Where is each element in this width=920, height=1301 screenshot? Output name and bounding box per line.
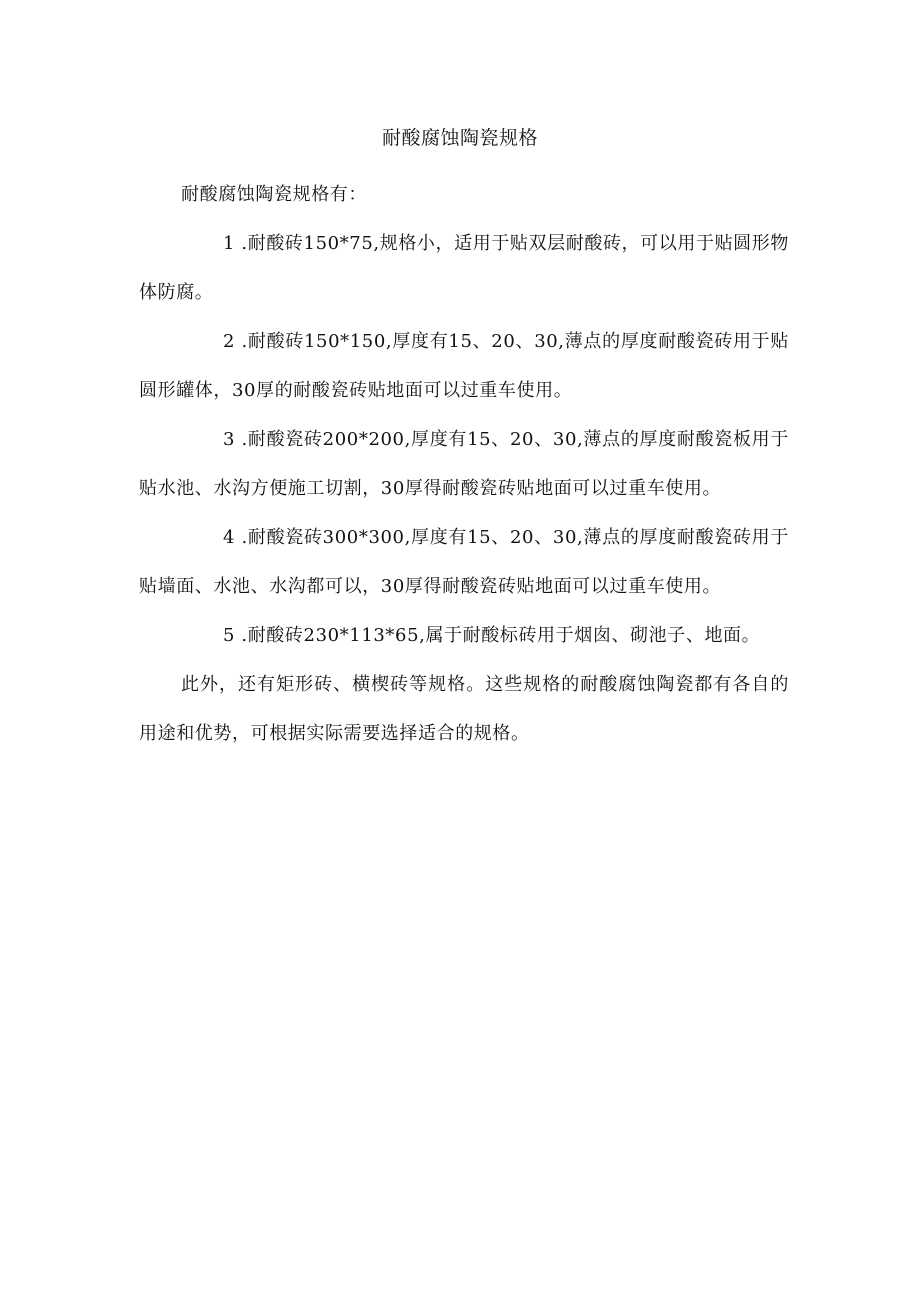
list-item-number: 4 <box>223 527 236 548</box>
list-item-1 <box>139 219 789 317</box>
list-item-text: .耐酸砖150*75,规格小，适用于贴双层耐酸砖，可以用于贴圆形物体防腐。 <box>139 233 789 303</box>
list-item-2 <box>139 317 789 415</box>
document-title: 耐酸腐蚀陶瓷规格 <box>381 127 538 149</box>
list-item-text: .耐酸瓷砖200*200,厚度有15、20、30,薄点的厚度耐酸瓷板用于贴水池、水沟方便施工切割，30厚得耐酸瓷砖贴地面可以过重车使用。 <box>139 429 789 499</box>
list-item-4 <box>139 513 789 611</box>
list-item-5 <box>139 611 789 660</box>
list-item-number: 2 <box>223 331 236 352</box>
document-body <box>139 170 789 758</box>
intro-paragraph: 耐酸腐蚀陶瓷规格有： <box>181 184 367 205</box>
conclusion-paragraph: 此外，还有矩形砖、横楔砖等规格。这些规格的耐酸腐蚀陶瓷都有各自的用途和优势，可根据实际需要选择适合的规格。 <box>139 674 789 744</box>
list-item-text: .耐酸瓷砖300*300,厚度有15、20、30,薄点的厚度耐酸瓷砖用于贴墙面、水池、水沟都可以，30厚得耐酸瓷砖贴地面可以过重车使用。 <box>139 527 789 597</box>
list-item-text: .耐酸砖230*113*65,属于耐酸标砖用于烟囱、砌池子、地面。 <box>241 625 761 646</box>
list-item-number: 3 <box>223 429 236 450</box>
list-item-3 <box>139 415 789 513</box>
list-item-number: 1 <box>223 233 236 254</box>
list-item-text: .耐酸砖150*150,厚度有15、20、30,薄点的厚度耐酸瓷砖用于贴圆形罐体，30厚的耐酸瓷砖贴地面可以过重车使用。 <box>139 331 789 401</box>
list-item-number: 5 <box>223 625 236 646</box>
